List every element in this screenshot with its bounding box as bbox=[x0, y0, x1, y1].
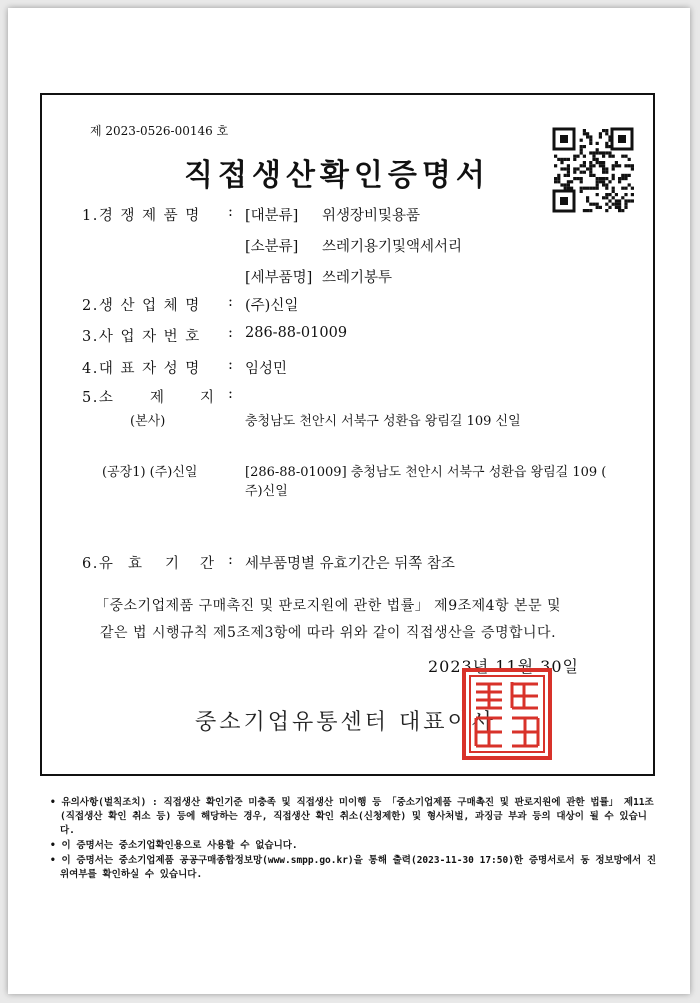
business-number-value: 286-88-01009 bbox=[245, 325, 348, 341]
product-detail-tag: [세부품명] bbox=[245, 270, 313, 286]
factory-address-line1: [286-88-01009] 충청남도 천안시 서북구 성환읍 왕림길 109 ( bbox=[245, 465, 607, 480]
colon: : bbox=[228, 325, 233, 341]
statement-line1: 「중소기업제품 구매촉진 및 판로지원에 관한 법률」 제9조제4항 본문 및 bbox=[95, 598, 562, 614]
issue-date: 2023년 11월 30일 bbox=[428, 657, 579, 676]
ceo-name-label: 4.대 표 자 성 명 bbox=[82, 361, 201, 377]
colon: : bbox=[228, 294, 233, 310]
product-name-label: 1.경 쟁 제 품 명 bbox=[82, 208, 201, 224]
validity-label-part: 간 bbox=[200, 556, 216, 572]
statement-line2: 같은 법 시행규칙 제5조제3항에 따라 위와 같이 직접생산을 증명합니다. bbox=[100, 625, 557, 641]
factory-label: (공장1) (주)신일 bbox=[102, 465, 198, 480]
address-label-part: 5.소 bbox=[82, 390, 115, 406]
validity-label-part: 6.유 bbox=[82, 556, 115, 572]
issuer-name: 중소기업유통센터 대표이사 bbox=[195, 710, 497, 735]
validity-value: 세부품명별 유효기간은 뒤쪽 참조 bbox=[245, 556, 455, 572]
notes-section bbox=[50, 796, 660, 883]
headquarters-address: 충청남도 천안시 서북구 성환읍 왕림길 109 신일 bbox=[245, 414, 521, 429]
address-label-part: 지 bbox=[200, 390, 216, 406]
note-item: • 이 증명서는 중소기업제품 공공구매종합정보망(www.smpp.go.kr)을 통해 출력(2023-11-30 17:50)한 증명서로서 동 정보망에서 진위여부를 확인하실 수 있습니다. bbox=[50, 855, 657, 880]
address-label-part: 제 bbox=[150, 390, 166, 406]
company-name-value: (주)신일 bbox=[245, 298, 299, 314]
product-major-tag: [대분류] bbox=[245, 208, 299, 224]
certificate-number: 제 2023-0526-00146 호 bbox=[90, 124, 229, 138]
note-item: • 이 증명서는 중소기업확인용으로 사용할 수 없습니다. bbox=[50, 840, 298, 851]
colon: : bbox=[228, 386, 233, 402]
product-minor-value: 쓰레기용기및액세서리 bbox=[322, 239, 463, 255]
certificate-title: 직접생산확인증명서 bbox=[184, 158, 490, 193]
business-number-label: 3.사 업 자 번 호 bbox=[82, 329, 201, 345]
official-seal-icon bbox=[462, 668, 552, 760]
company-name-label: 2.생 산 업 체 명 bbox=[82, 298, 201, 314]
colon: : bbox=[228, 357, 233, 373]
note-item: • 유의사항(벌칙조치) : 직접생산 확인기준 미충족 및 직접생산 미이행 등 「중소기업제품 구매촉진 및 판로지원에 관한 법률」 제11조(직접생산 확인 취소 등) 등에 해당하는 경우, 직접생산 확인 취소(신청제한) 및 형사처벌, 과징금 부과 등의 대상이 될 수 있습니다. bbox=[50, 797, 654, 836]
headquarters-label: (본사) bbox=[130, 414, 166, 429]
factory-address-line2: 주)신일 bbox=[245, 484, 288, 499]
product-detail-value: 쓰레기봉투 bbox=[322, 270, 393, 286]
validity-label-part: 효 bbox=[128, 556, 144, 572]
qr-code-icon bbox=[551, 126, 635, 214]
colon: : bbox=[228, 204, 233, 220]
ceo-name-value: 임성민 bbox=[245, 361, 288, 377]
product-minor-tag: [소분류] bbox=[245, 239, 299, 255]
validity-label-part: 기 bbox=[165, 556, 181, 572]
product-major-value: 위생장비및용품 bbox=[322, 208, 421, 224]
colon: : bbox=[228, 552, 233, 568]
